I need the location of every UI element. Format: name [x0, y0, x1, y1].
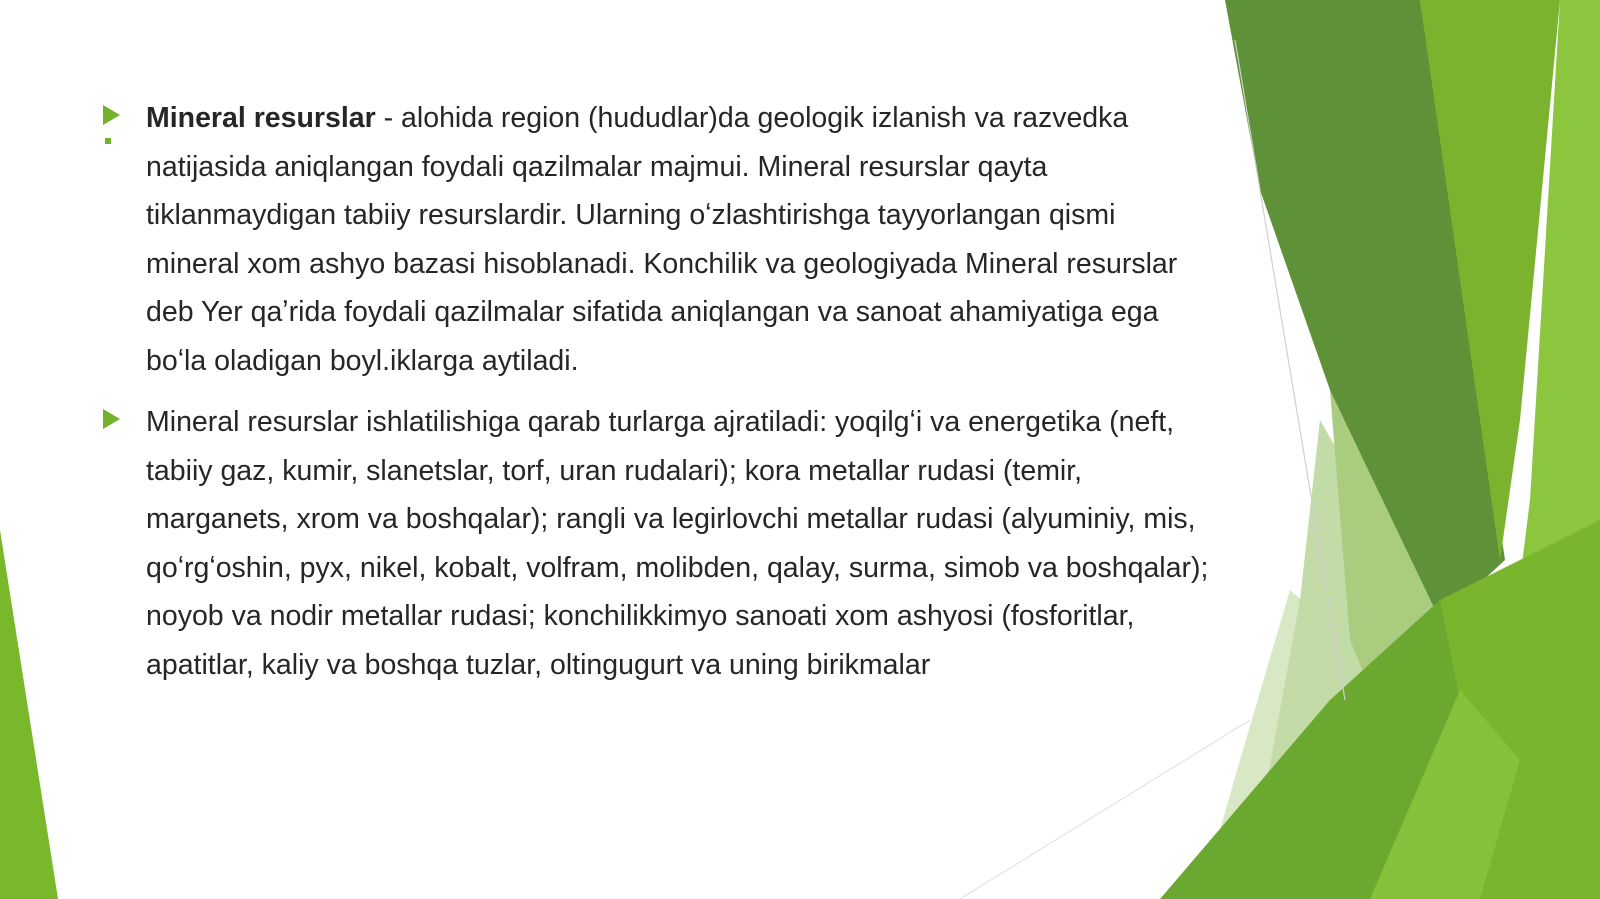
bullet-term: Mineral resurslar: [146, 102, 376, 134]
left-green-shape: [0, 530, 58, 899]
triangle-bullet-icon: [103, 105, 120, 125]
slide-content: [100, 94, 1210, 702]
bullet-text: Mineral resurslar ishlatilishiga qarab turlarga ajratiladi: yoqilgʻi va energetika (neft, tabiiy gaz, kumir, slanetslar, torf, uran rudalari); kora metallar rudasi (temir, marganets, xrom va boshqalar); rangli va legirlovchi metallar rudasi (alyuminiy, mis, qoʻrgʻoshin, pyx, nikel, kobalt, volfram, molibden, qalay, surma, simob va boshqalar); noyob va nodir metallar rudasi; konchilikkimyo sanoati xom ashyosi (fosforitlar, apatitlar, kaliy va boshqa tuzlar, oltingugurt va uning birikmalar: [146, 406, 1209, 681]
bullet-text: - alohida region (hududlar)da geologik izlanish va razvedka natijasida aniqlangan foydali qazilmalar majmui. Mineral resurslar qayta tiklanmaydigan tabiiy resurslardir. Ularning oʻzlashtirishga tayyorlangan qismi mineral xom ashyo bazasi hisoblanadi. Konchilik va geologiyada Mineral resurslar deb Yer qaʼrida foydali qazilmalar sifatida aniqlangan va sanoat ahamiyatiga ega boʻla oladigan boyl.iklarga aytiladi.: [146, 102, 1178, 377]
triangle-bullet-icon: [103, 409, 120, 429]
bullet-item-2: [100, 398, 1210, 689]
square-dot-icon: [105, 138, 111, 144]
bullet-item-1: [100, 94, 1210, 385]
